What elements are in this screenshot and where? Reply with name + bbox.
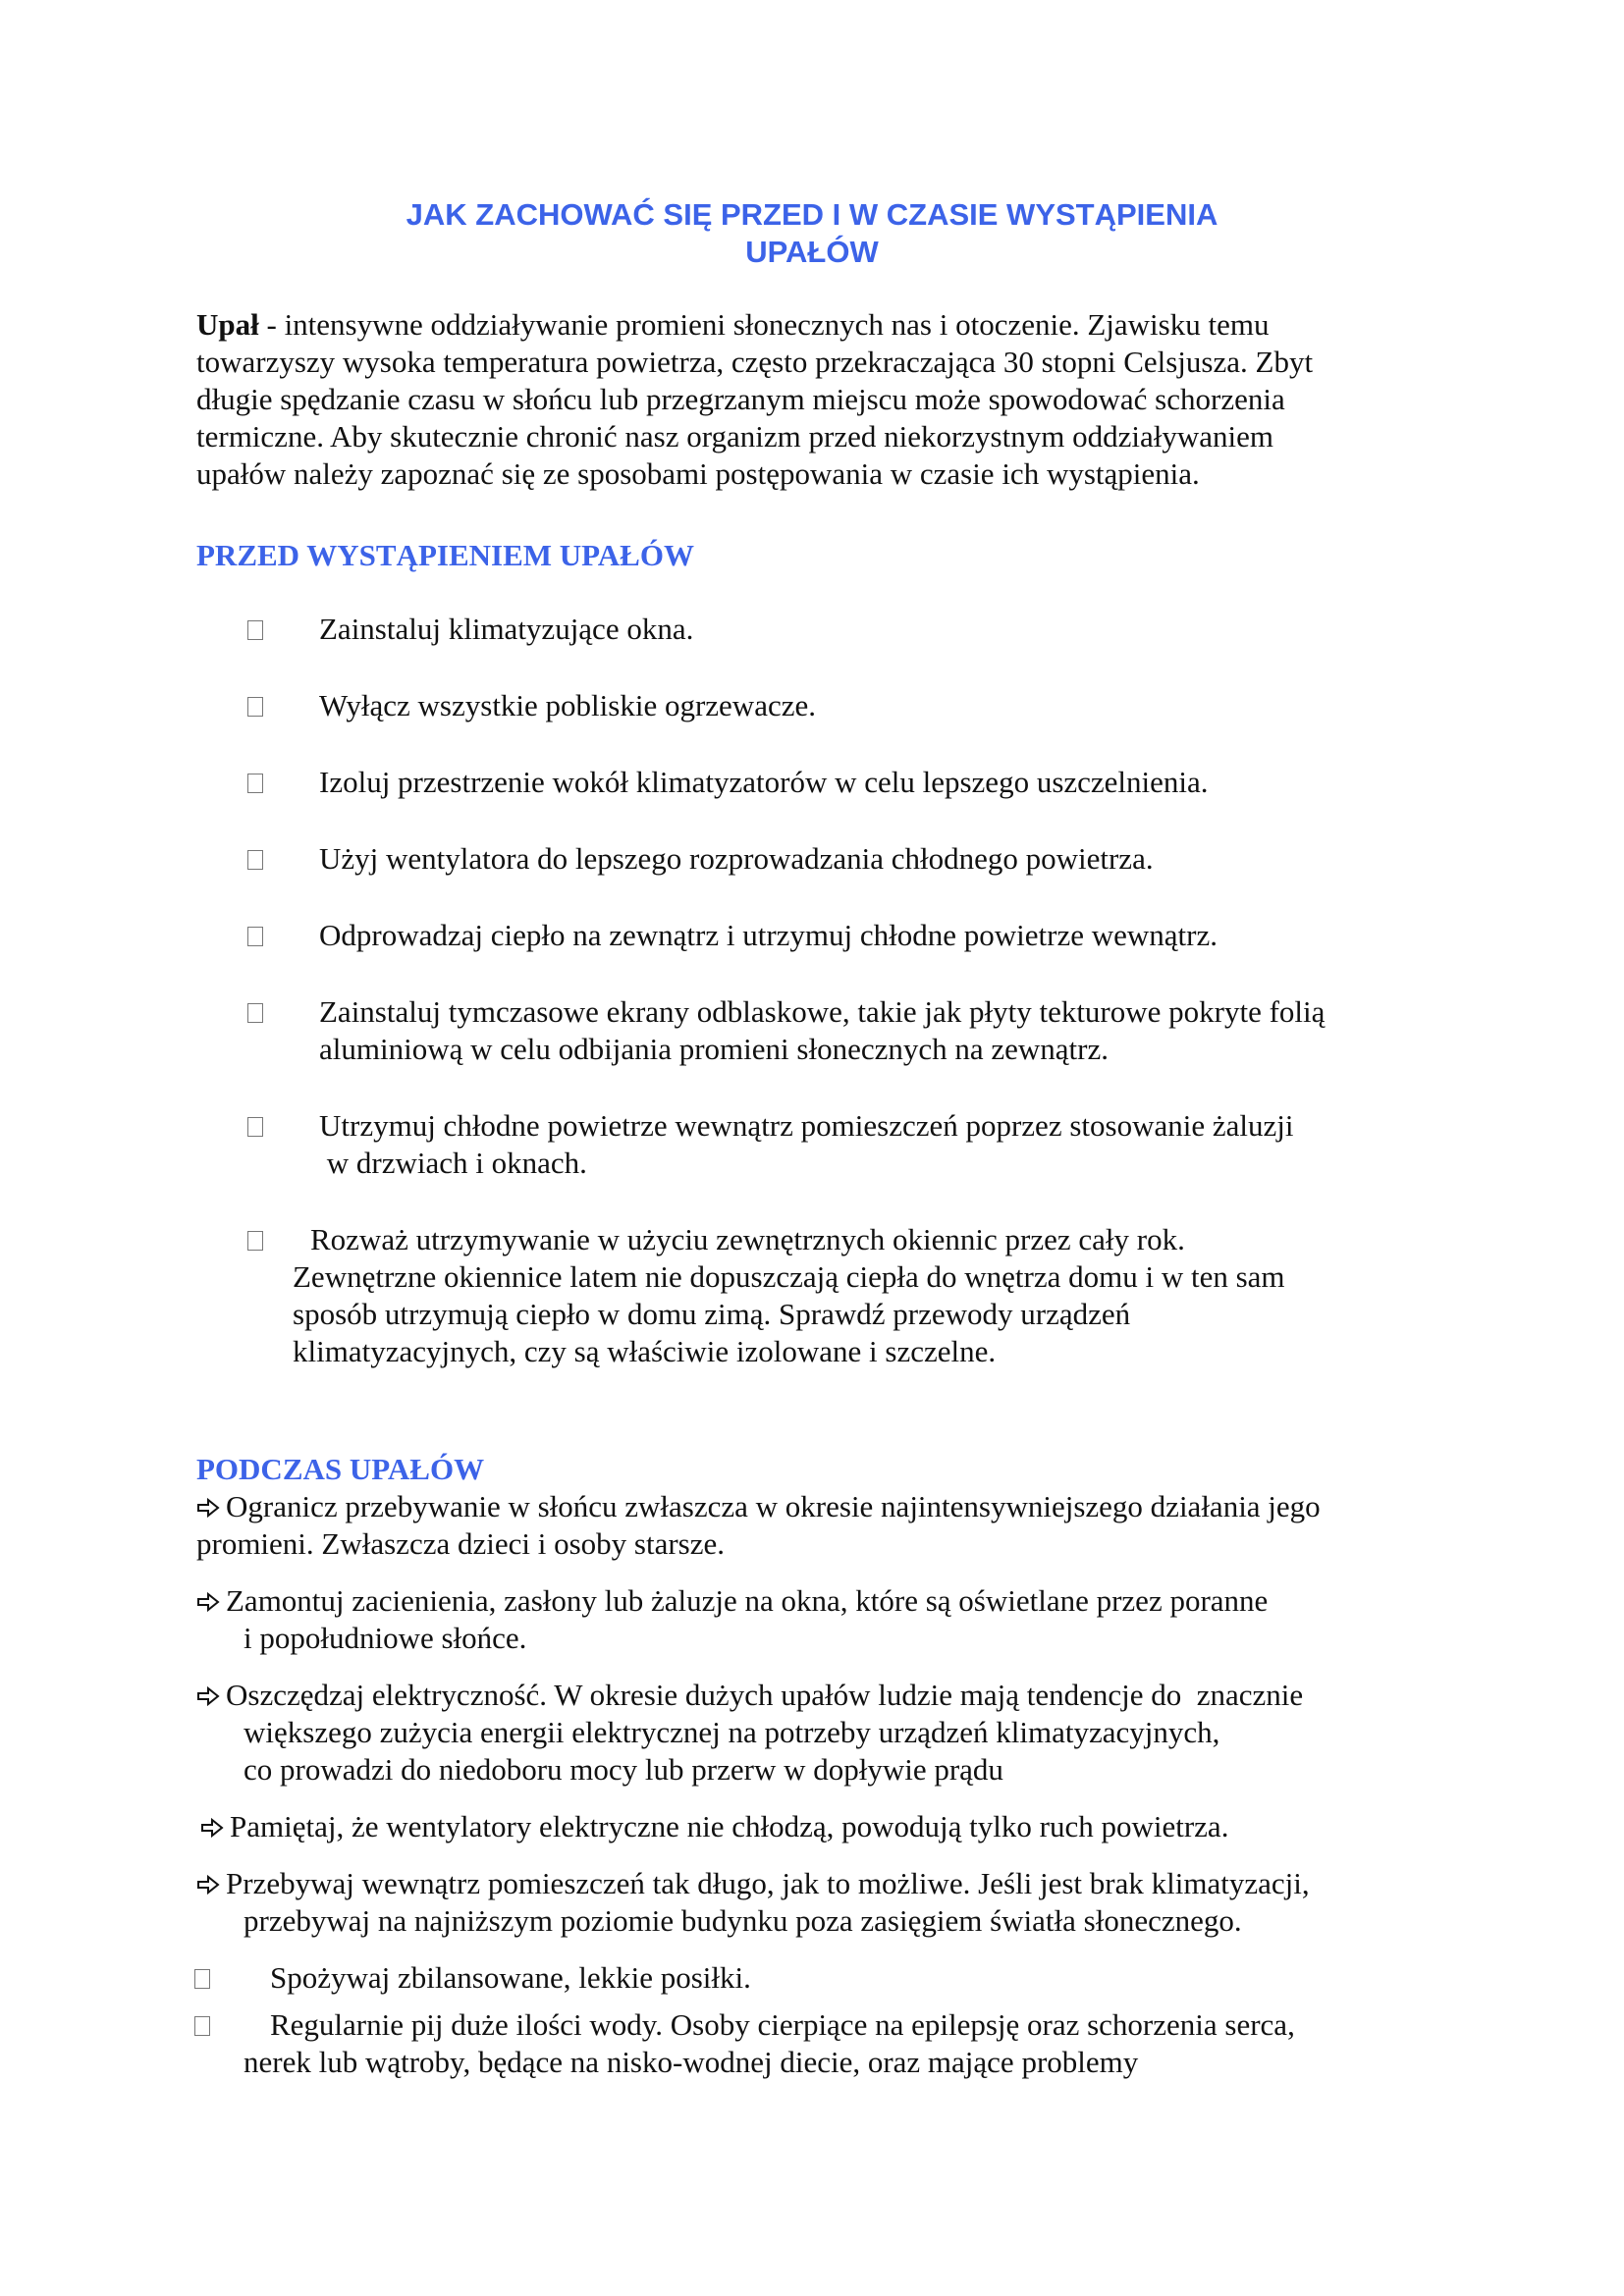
right-arrow-outline-icon [196, 1685, 220, 1707]
intro-line: Upał - intensywne oddziaływanie promieni słonecznych nas i otoczenie. Zjawisku temu [196, 307, 1270, 342]
intro-line: długie spędzanie czasu w słońcu lub przegrzanym miejscu może spowodować schorzenia [196, 382, 1285, 416]
intro-line: termiczne. Aby skutecznie chronić nasz organizm przed niekorzystnym oddziaływaniem [196, 419, 1273, 454]
square-bullet-icon [247, 1003, 263, 1023]
section-heading-during: PODCZAS UPAŁÓW [196, 1452, 485, 1486]
document-title-line2: UPAŁÓW [745, 235, 879, 269]
square-bullet-icon [247, 927, 263, 946]
square-bullet-icon [247, 850, 263, 870]
square-bullet-icon [247, 774, 263, 793]
section-heading-before: PRZED WYSTĄPIENIEM UPAŁÓW [196, 538, 694, 572]
right-arrow-outline-icon [196, 1874, 220, 1896]
square-bullet-icon [247, 1231, 263, 1251]
right-arrow-outline-icon [200, 1817, 224, 1839]
square-bullet-icon [247, 620, 263, 640]
square-bullet-icon [194, 2016, 210, 2036]
right-arrow-outline-icon [196, 1591, 220, 1613]
square-bullet-icon [247, 697, 263, 717]
document-page: JAK ZACHOWAĆ SIĘ PRZED I W CZASIE WYSTĄPIENIA UPAŁÓW Upał - intensywne oddziaływanie promieni słonecznych nas i otoczenie. Zjawisku temu towarzyszy wysoka temperatura powietrza, często przekraczająca 30 stopni Celsjusza. Zbyt długie spędzanie czasu w słońcu lub przegrzanym miejscu może spowodować schorzenia termiczne. Aby skutecznie chronić nasz organizm przed niekorzystnym oddziaływaniem upałów należy zapoznać się ze sposobami postępowania w czasie ich wystąpienia. PRZED WYSTĄPIENIEM UPAŁÓW Zainstaluj klimatyzujące okna. Wyłącz wszystkie pobliskie ogrzewacze. Izoluj przestrzenie wokół klimatyzatorów w celu lepszego uszczelnienia. Użyj wentylatora do lepszego rozprowadzania chłodnego powietrza. Odprowadzaj ciepło na zewnątrz i utrzymuj chłodne powietrze wewnątrz. Zainstaluj tymczasowe ekrany odblaskowe, takie jak płyty tekturowe pokryte folią aluminiową w celu odbijania promieni słonecznych na zewnątrz. Utrzymuj chłodne powietrze wewnątrz pomieszczeń poprzez stosowanie żaluzji w drzwiach i oknach. Rozważ utrzymywanie w użyciu zewnętrznych okiennic przez cały rok. Zewnętrzne okiennice latem nie dopuszczają ciepła do wnętrza domu i w ten sam sposób utrzymują ciepło w domu zimą. Sprawdź przewody urządzeń klimatyzacyjnych, czy są właściwie izolowane i szczelne. PODCZAS UPAŁÓW Ogranicz przebywanie w słońcu zwłaszcza w okresie najintensywniejszego działania jego promieni. Zwłaszcza dzieci i osoby starsze. Zamontuj zacienienia, zasłony lub żaluzje na okna, które są oświetlane przez poranne i popołudniowe słońce. Oszczędzaj elektryczność. W okresie dużych upałów ludzie mają tendencje do znacznie większego zużycia energii elektrycznej na potrzeby urządzeń klimatyzacyjnych, co prowadzi do niedoboru mocy lub przerw w dopływie prądu Pamiętaj, że wentylatory elektryczne nie chłodzą, powodują tylko ruch powietrza. Przebywaj wewnątrz pomieszczeń tak długo, jak to możliwe. Jeśli jest brak klimatyzacji, przebywaj na najniższym poziomie budynku poza zasięgiem światła słonecznego. Spożywaj zbilansowane, lekkie posiłki. Regularnie pij duże ilości wody. Osoby cierpiące na epilepsję oraz schorzenia serca, nerek lub wątroby, będące na nisko-wodnej diecie, oraz mające problemy [0, 0, 1624, 2296]
intro-term: Upał [196, 307, 259, 342]
right-arrow-outline-icon [196, 1497, 220, 1519]
intro-line: upałów należy zapoznać się ze sposobami postępowania w czasie ich wystąpienia. [196, 456, 1200, 491]
document-title-line1: JAK ZACHOWAĆ SIĘ PRZED I W CZASIE WYSTĄPIENIA [406, 197, 1218, 232]
square-bullet-icon [247, 1117, 263, 1137]
square-bullet-icon [194, 1969, 210, 1989]
intro-line: towarzyszy wysoka temperatura powietrza, często przekraczająca 30 stopni Celsjusza. Zbyt [196, 345, 1314, 379]
